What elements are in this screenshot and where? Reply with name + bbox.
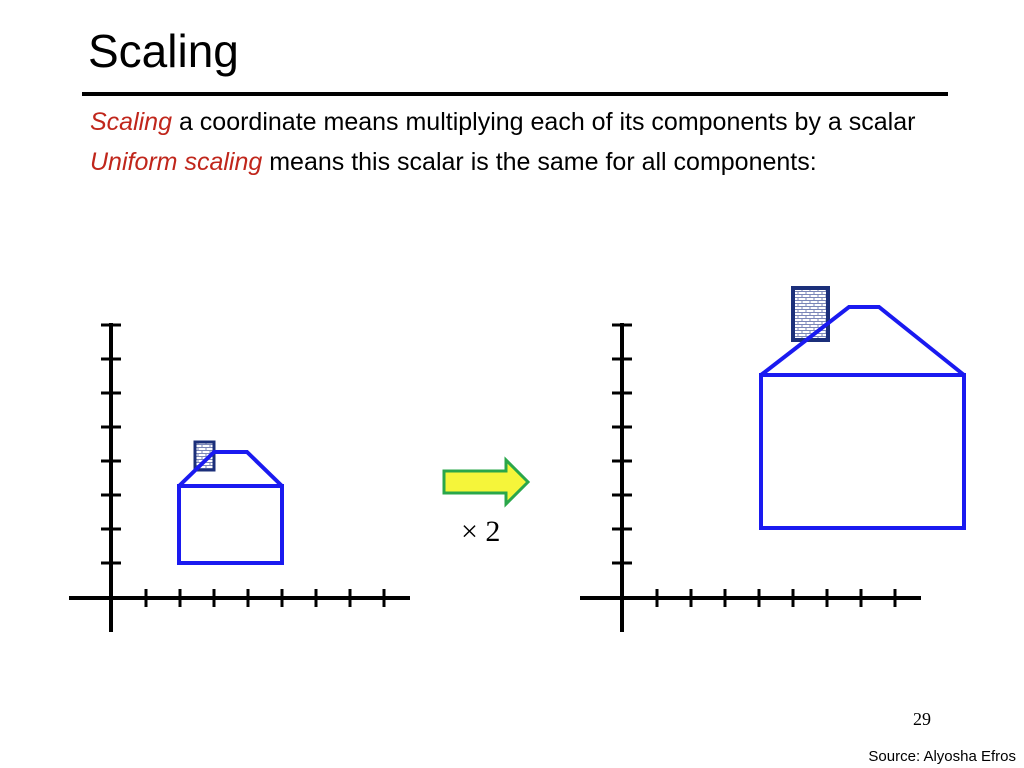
left-axes <box>69 323 410 632</box>
brick-chimney-icon <box>793 288 828 340</box>
bullet-term: Uniform scaling <box>90 147 263 176</box>
page-number: 29 <box>913 709 931 729</box>
bullet-text: a coordinate means multiplying each of its components by a scalar <box>172 108 916 136</box>
bullet-text: means this scalar is the same for all components: <box>262 147 817 176</box>
right-arrow-icon <box>444 460 528 504</box>
house-body <box>761 375 964 528</box>
slide-title: Scaling <box>88 25 239 77</box>
scale-factor-label: × 2 <box>461 515 501 548</box>
bullet-term: Scaling <box>90 108 172 136</box>
right-axes <box>580 323 921 632</box>
small-house <box>179 442 282 563</box>
source-credit: Source: Alyosha Efros <box>868 748 1016 765</box>
house-body <box>179 486 282 563</box>
large-house <box>761 288 964 528</box>
